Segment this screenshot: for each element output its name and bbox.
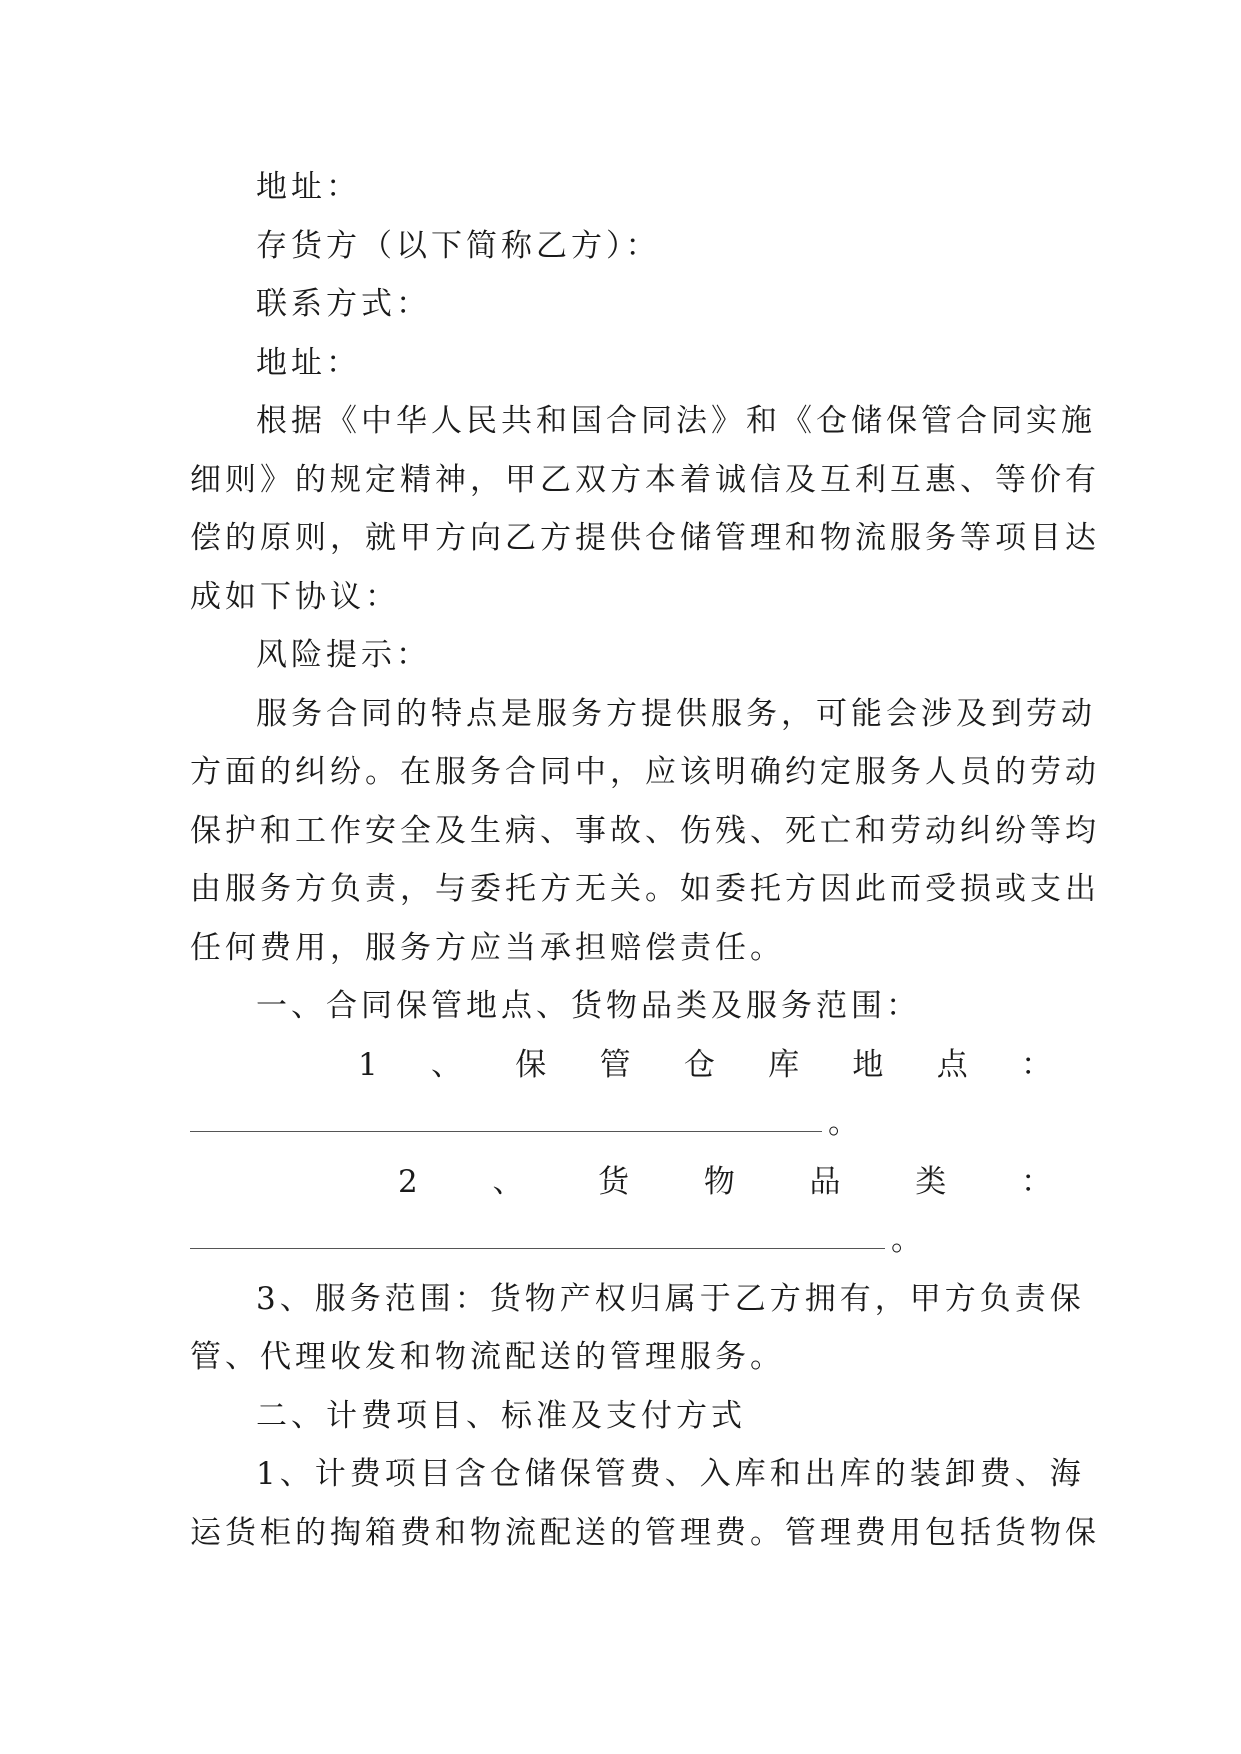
goods-category-blank [190, 1211, 1052, 1270]
item2-char: 品 [809, 1163, 841, 1200]
item1-char: 仓 [683, 1046, 715, 1083]
warehouse-location-label [190, 1036, 1052, 1095]
item1-char: 、 [431, 1046, 463, 1083]
depositor-label: 存货方（以下简称乙方）： [256, 227, 661, 264]
preamble-line-3: 偿的原则，就甲方向乙方提供仓储管理和物流服务等项目达 [190, 520, 1100, 556]
preamble-line-1: 根据《中华人民共和国合同法》和《仓储保管合同实施 [256, 403, 1096, 439]
preamble-line-2: 细则》的规定精神，甲乙双方本着诚信及互利互惠、等价有 [190, 461, 1100, 498]
item1-char: 库 [768, 1046, 800, 1083]
item2-char: 2 [398, 1163, 418, 1200]
contact-label: 联系方式： [256, 286, 431, 322]
goods-category-label [190, 1153, 1052, 1212]
address-label-a: 地址： [256, 169, 361, 205]
risk-line-2: 方面的纠纷。在服务合同中，应该明确约定服务人员的劳动 [190, 754, 1100, 790]
risk-line-5: 任何费用，服务方应当承担赔偿责任。 [190, 929, 785, 966]
item1-char: 地 [852, 1046, 884, 1083]
section-1-heading: 一、合同保管地点、货物品类及服务范围： [256, 988, 921, 1024]
risk-line-1: 服务合同的特点是服务方提供服务，可能会涉及到劳动 [256, 695, 1096, 732]
service-scope-line-2: 管、代理收发和物流配送的管理服务。 [190, 1339, 785, 1375]
risk-line-3: 保护和工作安全及生病、事故、伤残、死亡和劳动纠纷等均 [190, 812, 1100, 849]
period: 。 [828, 1105, 859, 1141]
item1-char: 点 [936, 1046, 968, 1083]
item1-char: 1 [358, 1046, 378, 1083]
item2-char: 物 [703, 1163, 735, 1200]
item2-char: 货 [598, 1163, 630, 1200]
fee-items-line-1: 1、计费项目含仓储保管费、入库和出库的装卸费、海 [256, 1456, 1085, 1492]
service-scope-line-1: 3、服务范围：货物产权归属于乙方拥有，甲方负责保 [256, 1280, 1085, 1317]
item1-char: ： [1020, 1046, 1052, 1083]
section-2-heading: 二、计费项目、标准及支付方式 [256, 1397, 746, 1434]
address-label-b: 地址： [256, 344, 361, 381]
period: 。 [891, 1222, 922, 1258]
item2-char: 类 [915, 1163, 947, 1200]
risk-heading: 风险提示： [256, 637, 431, 673]
item1-char: 保 [515, 1046, 547, 1083]
item2-char: 、 [492, 1163, 524, 1200]
fill-in-underline [190, 1248, 885, 1249]
warehouse-location-blank [190, 1094, 1052, 1153]
risk-line-4: 由服务方负责，与委托方无关。如委托方因此而受损或支出 [190, 871, 1100, 907]
fee-items-line-2: 运货柜的掏箱费和物流配送的管理费。管理费用包括货物保 [190, 1514, 1100, 1551]
document-body [190, 158, 1100, 1562]
fill-in-underline [190, 1131, 822, 1132]
preamble-line-4: 成如下协议： [190, 578, 400, 615]
item2-char: ： [1020, 1163, 1052, 1200]
item1-char: 管 [599, 1046, 631, 1083]
